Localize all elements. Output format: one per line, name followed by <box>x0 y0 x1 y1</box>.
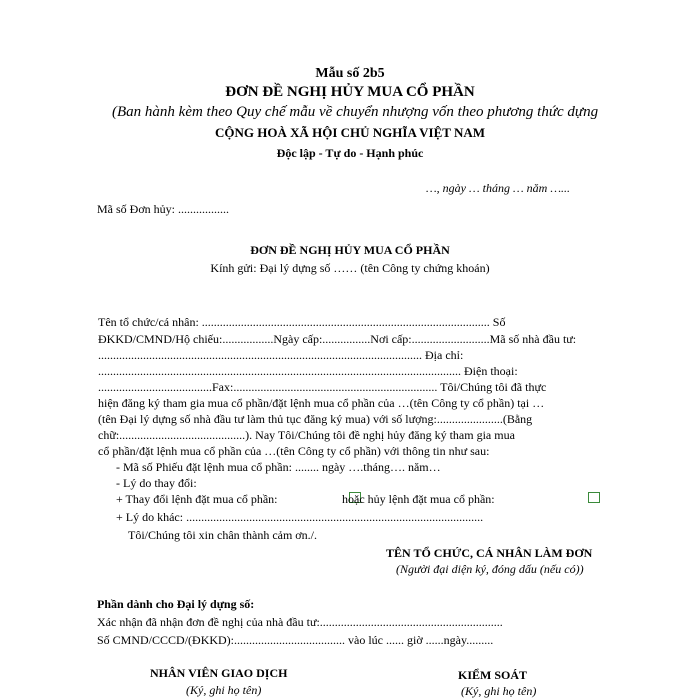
body-line: hiện đăng ký tham gia mua cổ phần/đặt lệnh mua cổ phần của …(tên Công ty cổ phần) tại … <box>98 396 545 410</box>
body-line: (tên Đại lý dựng số nhà đầu tư làm thủ tục đăng ký mua) với số lượng:......................(Bằng <box>98 412 533 426</box>
reason-change-label: - Lý do thay đổi: <box>116 476 197 490</box>
cancel-order-checkbox[interactable] <box>588 492 600 503</box>
recipient-line: Kính gửi: Đại lý dựng số …… (tên Công ty chứng khoán) <box>210 261 490 275</box>
body-line: ĐKKD/CMND/Hộ chiếu:.................Ngày cấp:................Nơi cấp:..........................Mã số nhà đầu tư: <box>98 332 577 346</box>
issued-note: (Ban hành kèm theo Quy chế mẫu về chuyển nhượng vốn theo phương thức dựng <box>112 104 599 120</box>
thanks-line: Tôi/Chúng tôi xin chân thành cảm ơn./. <box>128 528 317 542</box>
body-line: cổ phần/đặt lệnh mua cổ phần của …(tên Công ty cổ phần) với thông tin như sau: <box>98 444 490 458</box>
applicant-signature-note: (Người đại diện ký, đóng dấu (nếu có)) <box>396 562 584 576</box>
other-reason-line: + Lý do khác: ................................................................................................... <box>116 510 484 524</box>
applicant-signature-title: TÊN TỔ CHỨC, CÁ NHÂN LÀM ĐƠN <box>386 546 593 560</box>
agent-section-heading: Phần dành cho Đại lý dựng số: <box>97 597 255 611</box>
body-line: chữ:..........................................). Nay Tôi/Chúng tôi đề nghị hủy đăng ký tham gia mua <box>98 428 515 442</box>
agent-id-line: Số CMND/CCCD/(ĐKKD):..................................... vào lúc ...... giờ ......ngày......... <box>97 633 494 647</box>
form-number: Mẫu số 2b5 <box>315 66 385 81</box>
staff-signature-title: NHÂN VIÊN GIAO DỊCH <box>150 666 288 680</box>
body-line: Tên tổ chức/cá nhân: ................................................................................................ Số <box>98 315 506 329</box>
control-signature-note: (Ký, ghi họ tên) <box>461 684 537 698</box>
main-title: ĐƠN ĐỀ NGHỊ HỦY MUA CỔ PHẦN <box>225 84 475 100</box>
body-line: ......................................................................................................................... Điện thoại: <box>98 364 518 378</box>
body-line: ............................................................................................................ Địa chỉ: <box>98 348 464 362</box>
date-line: …, ngày … tháng … năm …... <box>426 181 571 195</box>
form-title: ĐƠN ĐỀ NGHỊ HỦY MUA CỔ PHẦN <box>250 243 450 257</box>
staff-signature-note: (Ký, ghi họ tên) <box>186 683 262 697</box>
body-line: ......................................Fax:.................................................................... Tôi/Chúng tôi đã thực <box>98 380 547 394</box>
national-motto: Độc lập - Tự do - Hạnh phúc <box>276 146 424 160</box>
order-code-line: - Mã số Phiếu đặt lệnh mua cổ phần: ........ ngày ….tháng…. năm… <box>116 460 441 474</box>
cancel-order-label: hoặc hủy lệnh đặt mua cổ phần: <box>342 492 495 506</box>
agent-confirm-line: Xác nhận đã nhận đơn đề nghị của nhà đầu tư:............................................................. <box>97 615 503 629</box>
country-name: CỘNG HOÀ XÃ HỘI CHỦ NGHĨA VIỆT NAM <box>214 125 486 140</box>
change-order-label: + Thay đổi lệnh đặt mua cổ phần: <box>116 492 278 506</box>
request-id-line: Mã số Đơn hủy: ................. <box>97 202 230 216</box>
control-signature-title: KIỂM SOÁT <box>458 668 528 682</box>
